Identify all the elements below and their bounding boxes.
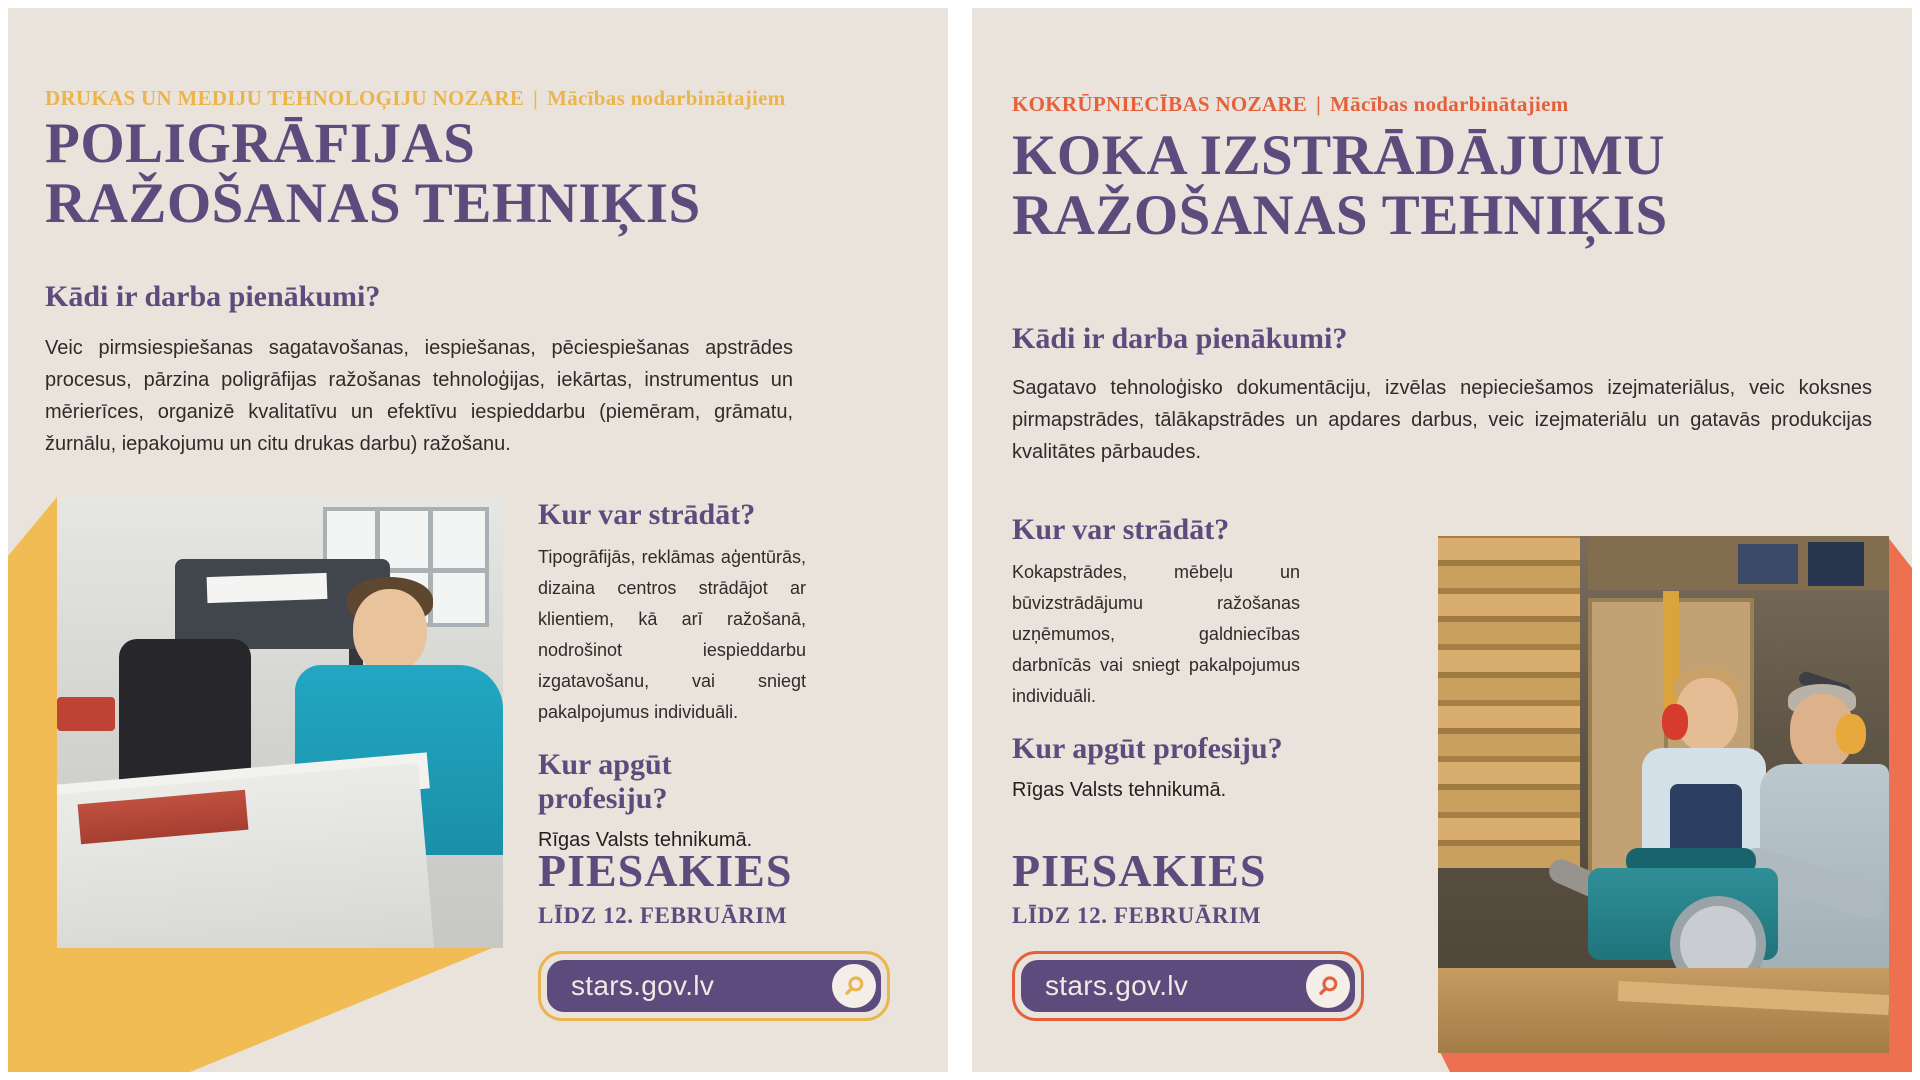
- flyer-wood-technician: [972, 8, 1912, 1072]
- cta-button[interactable]: [538, 951, 890, 1021]
- side-column: [538, 498, 806, 854]
- photo-shape-person: [353, 589, 427, 673]
- audience-label: Mācības nodarbinātajiem: [547, 86, 786, 110]
- sector-label: DRUKAS UN MEDIJU TEHNOLOĢIJU NOZARE: [45, 86, 525, 110]
- photo-shape-lumber-stack: [1438, 536, 1580, 868]
- work-text: Kokapstrādes, mēbeļu un būvizstrādājumu ražošanas uzņēmumos, galdniecības darbnīcās vai sniegt pakalpojumus individuāli.: [1012, 562, 1300, 706]
- work-heading: Kur var strādāt?: [1012, 513, 1230, 546]
- kicker-separator: |: [533, 86, 539, 110]
- title-line2: RAŽOŠANAS TEHNIĶIS: [45, 172, 701, 235]
- apply-block: [1012, 846, 1266, 930]
- learn-heading: Kur apgūt profesiju?: [538, 748, 672, 815]
- profession-title: [45, 114, 701, 234]
- apply-deadline: LĪDZ 12. FEBRUĀRIM: [538, 903, 788, 928]
- flyer-print-technician: [8, 8, 948, 1072]
- duties-heading: Kādi ir darba pienākumi?: [1012, 322, 1348, 355]
- work-heading: Kur var strādāt?: [538, 498, 756, 531]
- cta-pill: [1021, 960, 1355, 1012]
- photo-shape-earmuff: [1662, 704, 1688, 740]
- title-line1: POLIGRĀFIJAS: [45, 112, 476, 175]
- sector-kicker: [1012, 92, 1569, 117]
- photo-shape: [57, 697, 115, 731]
- photo-shape-copier: [57, 763, 435, 948]
- duties-text: Veic pirmsiespiešanas sagatavošanas, iespiešanas, pēciespiešanas apstrādes procesus, pārzina poligrāfijas ražošanas tehnoloģijas, iekārtas, instrumentus un mērierīces, organizē kvalitatīvu un efektīvu iespieddarbu (piemēram, grāmatu, žurnālu, iepakojumu un citu drukas darbu) ražošanu.: [45, 337, 793, 455]
- apply-title: PIESAKIES: [538, 845, 793, 896]
- duties-text: Sagatavo tehnoloģisko dokumentāciju, izvēlas nepieciešamos izejmateriālus, veic koksnes pirmapstrādes, tālākapstrādes un apdares darbus, veic izejmateriālu un gatavās produkcijas kvalitātes pārbaudes.: [1012, 377, 1872, 463]
- sector-kicker: [45, 86, 786, 111]
- learn-text: Rīgas Valsts tehnikumā.: [538, 829, 753, 851]
- woodworking-shop-photo: [1438, 536, 1889, 1053]
- photo-shape: [207, 573, 328, 603]
- sector-label: KOKRŪPNIECĪBAS NOZARE: [1012, 92, 1308, 116]
- learn-text: Rīgas Valsts tehnikumā.: [1012, 779, 1227, 801]
- search-icon: [1306, 964, 1350, 1008]
- cta-url: stars.gov.lv: [571, 970, 715, 1001]
- title-line2: RAŽOŠANAS TEHNIĶIS: [1012, 184, 1668, 247]
- search-icon: [832, 964, 876, 1008]
- photo-shape: [1808, 542, 1864, 586]
- kicker-separator: |: [1316, 92, 1322, 116]
- side-column: [1012, 513, 1300, 804]
- profession-title: [1012, 126, 1668, 246]
- learn-heading: Kur apgūt profesiju?: [1012, 732, 1283, 765]
- cta-pill: [547, 960, 881, 1012]
- cta-url: stars.gov.lv: [1045, 970, 1189, 1001]
- photo-shape-earmuff: [1836, 714, 1866, 754]
- apply-title: PIESAKIES: [1012, 845, 1267, 896]
- work-text: Tipogrāfijās, reklāmas aģentūrās, dizaina centros strādājot ar klientiem, kā arī ražošanā, nodrošinot iespieddarbu izgatavošanu, vai sniegt pakalpojumus individuāli.: [538, 547, 806, 722]
- audience-label: Mācības nodarbinātajiem: [1330, 92, 1569, 116]
- duties-heading: Kādi ir darba pienākumi?: [45, 280, 381, 313]
- photo-shape: [1738, 544, 1798, 584]
- cta-button[interactable]: [1012, 951, 1364, 1021]
- print-shop-photo: [57, 497, 503, 948]
- apply-block: [538, 846, 792, 930]
- apply-deadline: LĪDZ 12. FEBRUĀRIM: [1012, 903, 1262, 928]
- title-line1: KOKA IZSTRĀDĀJUMU: [1012, 124, 1665, 187]
